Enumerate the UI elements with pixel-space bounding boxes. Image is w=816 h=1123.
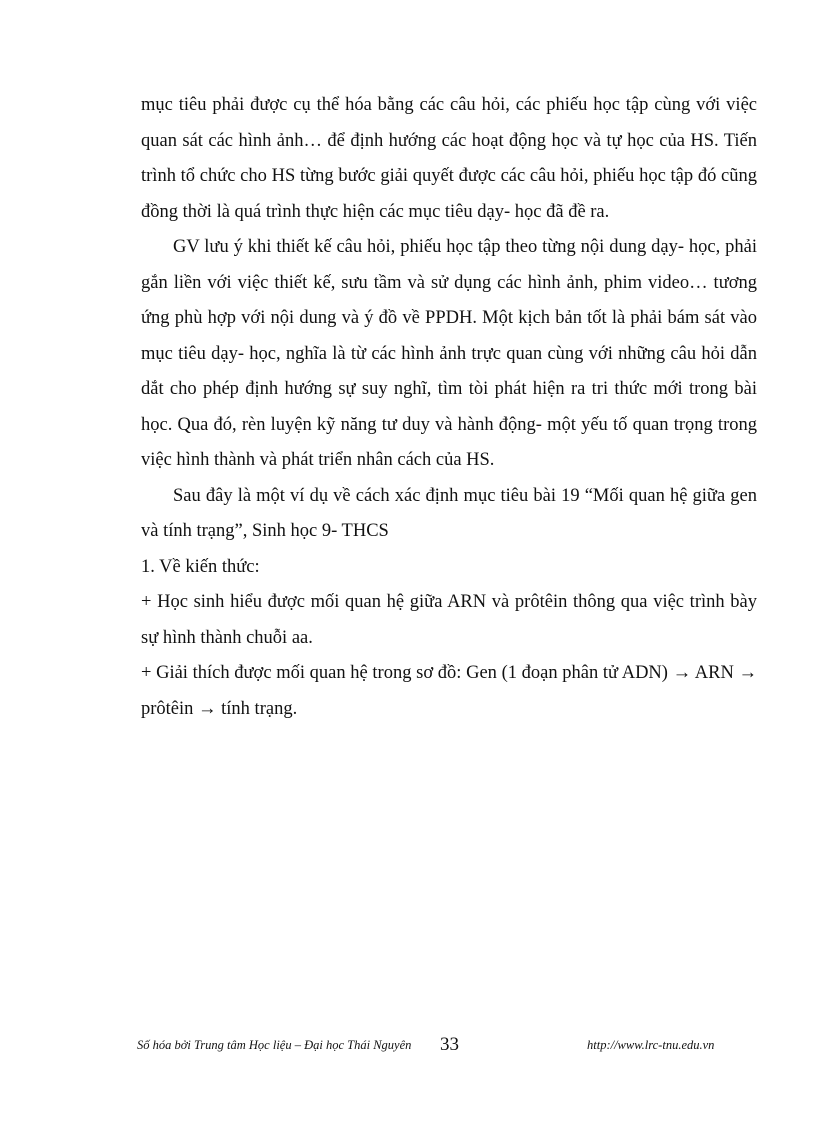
footer-source-text: Số hóa bởi Trung tâm Học liệu – Đại học Thái Nguyên bbox=[137, 1038, 412, 1052]
list-item-arn-protein: + Học sinh hiểu được mối quan hệ giữa ARN và prôtêin thông qua việc trình bày sự hình thành chuỗi aa. bbox=[141, 592, 757, 648]
page-footer bbox=[0, 1036, 816, 1060]
paragraph-gv-note: GV lưu ý khi thiết kế câu hỏi, phiếu học tập theo từng nội dung dạy- học, phải gắn liền với việc thiết kế, sưu tầm và sử dụng các hình ảnh, phim video… tương ứng phù hợp với nội dung và ý đồ về PPDH. Một kịch bản tốt là phải bám sát vào mục tiêu dạy- học, nghĩa là từ các hình ảnh trực quan cùng với những câu hỏi dẫn dắt cho phép định hướng sự suy nghĩ, tìm tòi phát hiện ra tri thức mới trong bài học. Qua đó, rèn luyện kỹ năng tư duy và hành động- một yếu tố quan trọng trong việc hình thành và phát triển nhân cách của HS. bbox=[141, 237, 757, 470]
paragraph-continuation: mục tiêu phải được cụ thể hóa bằng các câu hỏi, các phiếu học tập cùng với việc quan sát các hình ảnh… để định hướng các hoạt động học và tự học của HS. Tiến trình tổ chức cho HS từng bước giải quyết được các câu hỏi, phiếu học tập đó cũng đồng thời là quá trình thực hiện các mục tiêu dạy- học đã đề ra. bbox=[141, 95, 757, 222]
footer-url: http://www.lrc-tnu.edu.vn bbox=[587, 1038, 715, 1052]
page-body bbox=[141, 88, 757, 727]
section-heading-knowledge: 1. Về kiến thức: bbox=[141, 556, 260, 577]
paragraph-example-intro: Sau đây là một ví dụ về cách xác định mục tiêu bài 19 “Mối quan hệ giữa gen và tính trạng”, Sinh học 9- THCS bbox=[141, 485, 757, 541]
page-number: 33 bbox=[440, 1034, 459, 1055]
list-item-gene-diagram: + Giải thích được mối quan hệ trong sơ đồ: Gen (1 đoạn phân tử ADN) → ARN → prôtêin → tính trạng. bbox=[141, 663, 757, 719]
